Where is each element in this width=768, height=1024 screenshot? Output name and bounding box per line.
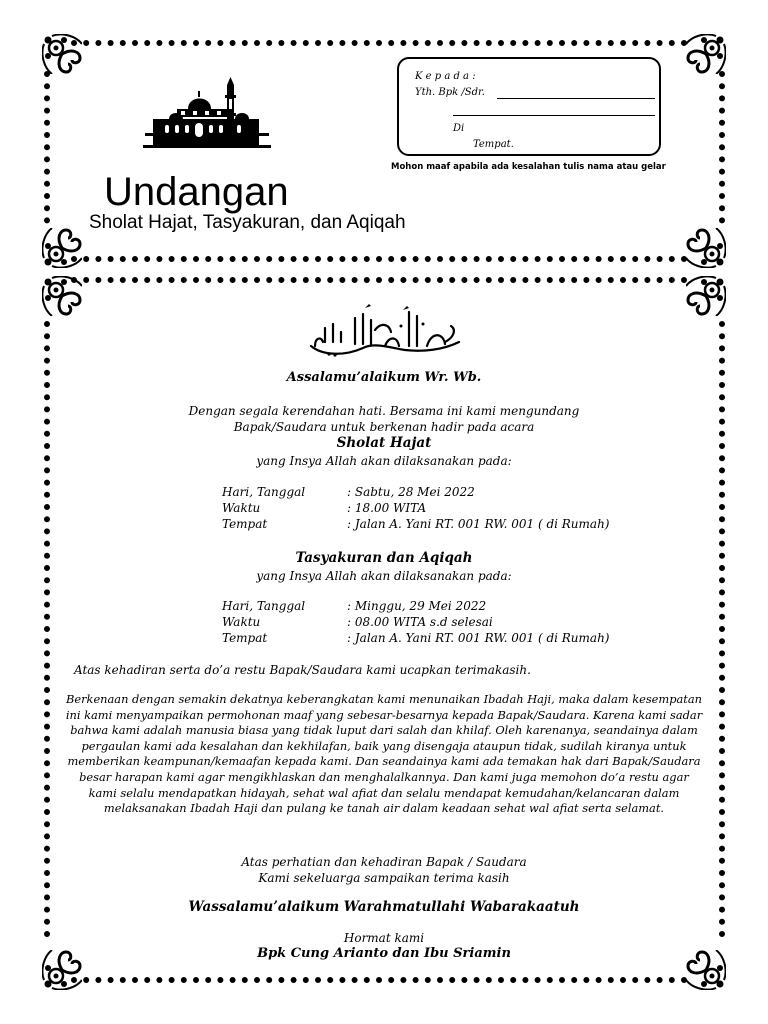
address-yth-label: Yth. Bpk /Sdr. — [415, 87, 485, 98]
thanks-line: Atas kehadiran serta do’a restu Bapak/Saudara kami ucapkan terimakasih. — [74, 663, 531, 677]
event2-place-label: Tempat — [222, 631, 268, 645]
dotted-border-right — [718, 320, 726, 940]
dotted-border-bottom — [70, 255, 698, 263]
closing-line-1: Atas perhatian dan kehadiran Bapak / Saudara — [241, 855, 527, 869]
intro-line-1: Dengan segala kerendahan hati. Bersama ini kami mengundang — [188, 404, 580, 418]
farewell: Wassalamu’alaikum Warahmatullahi Wabarakaatuh — [188, 899, 580, 915]
event1-time-label: Waktu — [222, 501, 261, 515]
hajj-paragraph: Berkenaan dengan semakin dekatnya keberangkatan kami menunaikan Ibadah Haji, maka dalam kesempatan ini kami menyampaikan permohonan maaf yang sebesar-besarnya kepada Bapak/Saudara. Karena kami sadar bahwa kami adalah manusia biasa yang tidak luput dari salah dan khilaf. Oleh karenanya, seandainya dalam pergaulan kami ada kesalahan dan kekhilafan, baik yang disengaja ataupun tidak, sudilah kiranya untuk memberikan keampunan/kemaafan kepada kami. Dan seandainya kami ada temakan hak dari Bapak/Saudara besar harapan kami agar mengikhlaskan dan menghalalkannya. Dan kami juga memohon do’a restu agar kami selalu mendapatkan hidayah, sehat wal afiat dan selalu mendapat kemudahan/kelancaran dalam melaksanakan Ibadah Haji dan pulang ke tanah air dalam keadaan sehat wal afiat serta selamat. — [65, 692, 703, 816]
event2-title: Tasyakuran dan Aqiqah — [295, 550, 473, 566]
mosque-icon — [143, 75, 271, 151]
event2-place-value: : Jalan A. Yani RT. 001 RW. 001 ( di Rumah) — [347, 631, 610, 645]
event1-place-label: Tempat — [222, 517, 268, 531]
address-line-2[interactable] — [453, 115, 655, 116]
dotted-border-right — [718, 70, 726, 235]
event1-title: Sholat Hajat — [336, 435, 432, 451]
address-tempat-label: Tempat. — [473, 139, 514, 150]
signatory: Bpk Cung Arianto dan Ibu Sriamin — [257, 946, 511, 961]
flourish-corner-icon — [42, 34, 82, 74]
flourish-corner-icon — [686, 228, 726, 268]
event2-lead: yang Insya Allah akan dilaksanakan pada: — [256, 569, 512, 583]
event2-date-value: : Minggu, 29 Mei 2022 — [347, 599, 487, 613]
closing-line-2: Kami sekeluarga sampaikan terima kasih — [258, 871, 510, 885]
dotted-border-top — [70, 276, 698, 284]
address-name-line[interactable] — [497, 98, 655, 99]
address-box — [397, 57, 661, 156]
bismillah-calligraphy — [305, 302, 465, 362]
address-di-label: Di — [453, 123, 465, 134]
event2-time-value: : 08.00 WITA s.d selesai — [347, 615, 493, 629]
apology-note: Mohon maaf apabila ada kesalahan tulis nama atau gelar — [391, 162, 666, 172]
page-title: Undangan — [104, 170, 289, 214]
event2-date-label: Hari, Tanggal — [222, 599, 306, 613]
event1-lead: yang Insya Allah akan dilaksanakan pada: — [256, 454, 512, 468]
event1-place-value: : Jalan A. Yani RT. 001 RW. 001 ( di Rumah) — [347, 517, 610, 531]
address-to-label: K e p a d a : — [415, 71, 476, 82]
event1-time-value: : 18.00 WITA — [347, 501, 427, 515]
greeting: Assalamu’alaikum Wr. Wb. — [286, 370, 482, 385]
flourish-corner-icon — [686, 276, 726, 316]
dotted-border-left — [43, 70, 51, 235]
dotted-border-top — [70, 39, 698, 47]
intro-line-2: Bapak/Saudara untuk berkenan hadir pada acara — [233, 420, 535, 434]
flourish-corner-icon — [42, 276, 82, 316]
dotted-border-bottom — [70, 976, 698, 984]
event2-time-label: Waktu — [222, 615, 261, 629]
event1-date-value: : Sabtu, 28 Mei 2022 — [347, 485, 475, 499]
page-subtitle: Sholat Hajat, Tasyakuran, dan Aqiqah — [89, 212, 406, 233]
flourish-corner-icon — [686, 34, 726, 74]
event1-date-label: Hari, Tanggal — [222, 485, 306, 499]
flourish-corner-icon — [42, 228, 82, 268]
dotted-border-left — [43, 320, 51, 940]
regards: Hormat kami — [343, 931, 425, 945]
